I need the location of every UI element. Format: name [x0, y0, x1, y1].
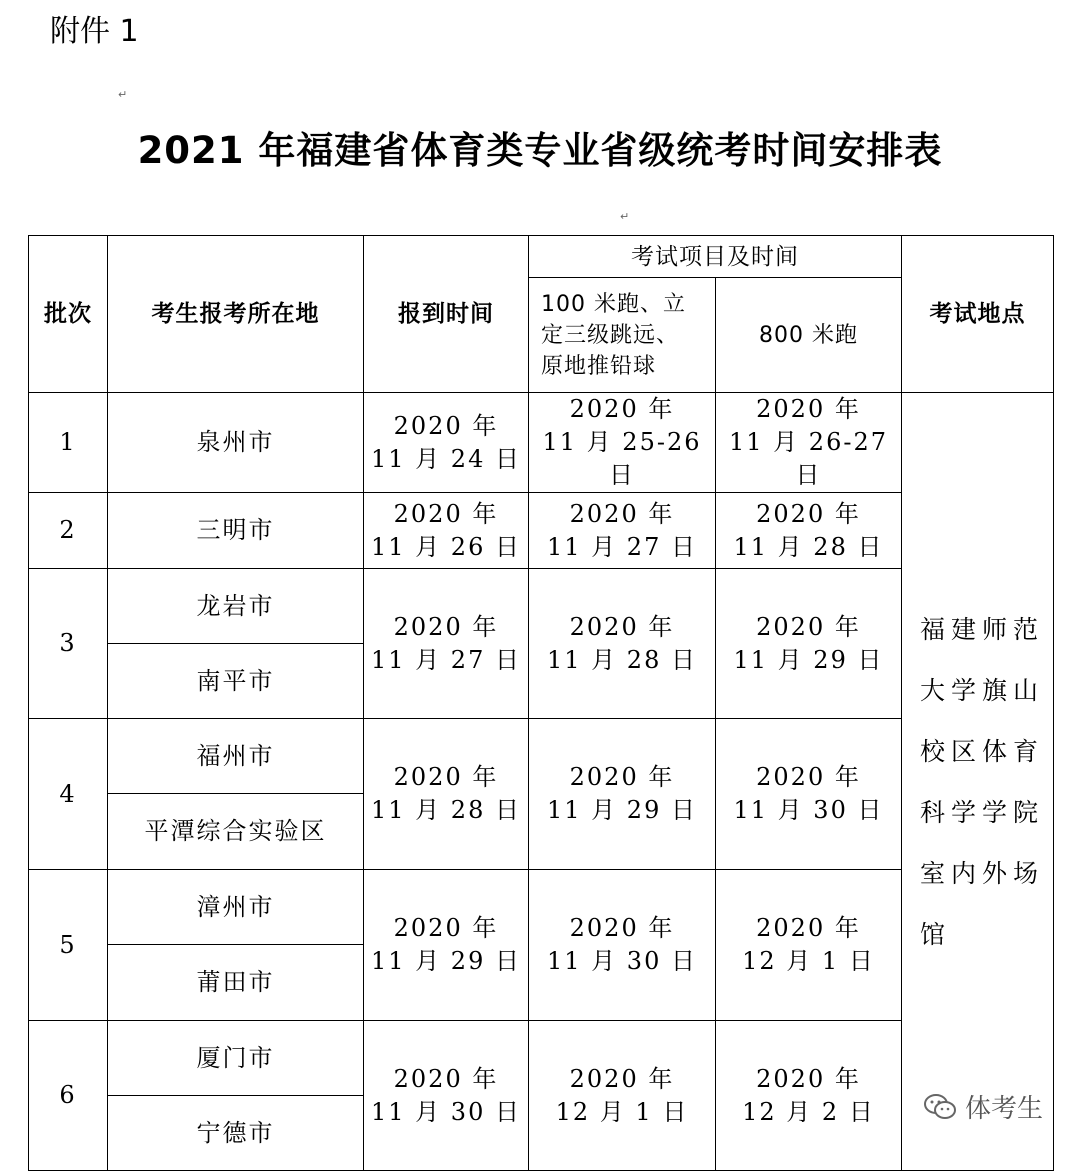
header-batch: 批次 — [29, 236, 108, 393]
event1-date-cell — [529, 719, 716, 870]
city-cell: 漳州市 — [108, 870, 364, 945]
date-year: 2020 年 — [569, 499, 675, 528]
page-title: 2021 年福建省体育类专业省级统考时间安排表 — [137, 129, 943, 172]
date-year: 2020 年 — [393, 1064, 499, 1093]
city-cell: 厦门市 — [108, 1021, 364, 1096]
checkin-cell — [364, 870, 529, 1021]
date-year: 2020 年 — [393, 411, 499, 440]
date-year: 2020 年 — [569, 763, 675, 791]
checkin-cell — [364, 393, 529, 493]
header-exam-group: 考试项目及时间 — [529, 236, 902, 278]
header-event1-line: 原地推铅球 — [541, 353, 657, 379]
date-year: 2020 年 — [393, 914, 499, 942]
city-cell: 平潭综合实验区 — [108, 794, 364, 870]
date-year: 2020 年 — [756, 914, 861, 942]
batch-cell: 6 — [29, 1021, 108, 1171]
header-event-800m: 800 米跑 — [716, 278, 902, 393]
watermark-text: 体考生 — [965, 1094, 1044, 1124]
batch-cell: 3 — [29, 569, 108, 719]
city-cell: 福州市 — [108, 719, 364, 794]
event1-date-cell — [529, 1021, 716, 1171]
checkin-cell — [364, 569, 529, 719]
date-day: 11 月 26-27 日 — [729, 428, 888, 489]
event2-date-cell — [716, 569, 902, 719]
city-cell: 南平市 — [108, 644, 364, 719]
paragraph-mark: ↵ — [118, 88, 128, 101]
date-day: 11 月 29 日 — [733, 645, 884, 674]
date-day: 12 月 1 日 — [742, 947, 875, 975]
watermark — [923, 1088, 1043, 1125]
city-cell: 宁德市 — [108, 1096, 364, 1171]
event2-date-cell — [716, 719, 902, 870]
batch-cell: 2 — [29, 493, 108, 569]
event1-date-cell — [529, 393, 716, 493]
date-day: 11 月 24 日 — [371, 444, 521, 473]
city-cell: 莆田市 — [108, 945, 364, 1021]
venue-line: 校区体育 — [920, 736, 1045, 766]
date-year: 2020 年 — [756, 763, 861, 791]
date-day: 11 月 29 日 — [371, 947, 521, 975]
venue-cell — [902, 393, 1054, 1171]
date-day: 11 月 28 日 — [371, 796, 521, 824]
event1-date-cell — [529, 870, 716, 1021]
paragraph-mark: ↵ — [620, 210, 630, 223]
date-year: 2020 年 — [756, 499, 861, 528]
date-day: 12 月 2 日 — [742, 1097, 875, 1126]
date-year: 2020 年 — [393, 763, 499, 791]
date-day: 11 月 28 日 — [547, 645, 697, 674]
event1-date-cell — [529, 493, 716, 569]
date-year: 2020 年 — [569, 914, 675, 942]
checkin-cell — [364, 1021, 529, 1171]
header-event-sprint-jump-shot — [529, 278, 716, 393]
attachment-label: 附件 1 — [50, 14, 139, 49]
checkin-cell — [364, 719, 529, 870]
venue-line: 室内外场 — [920, 858, 1045, 888]
date-day: 11 月 29 日 — [547, 796, 697, 824]
date-day: 11 月 27 日 — [547, 532, 697, 561]
header-location: 考生报考所在地 — [108, 236, 364, 393]
batch-cell: 5 — [29, 870, 108, 1021]
event1-date-cell — [529, 569, 716, 719]
header-venue: 考试地点 — [902, 236, 1054, 393]
date-year: 2020 年 — [569, 612, 675, 641]
event2-date-cell — [716, 393, 902, 493]
date-day: 12 月 1 日 — [555, 1097, 689, 1126]
date-day: 11 月 28 日 — [733, 532, 884, 561]
event2-date-cell — [716, 493, 902, 569]
batch-cell: 4 — [29, 719, 108, 870]
date-year: 2020 年 — [756, 395, 861, 423]
event2-date-cell — [716, 1021, 902, 1171]
header-checkin: 报到时间 — [364, 236, 529, 393]
date-year: 2020 年 — [393, 612, 499, 641]
date-year: 2020 年 — [569, 1064, 675, 1093]
schedule-table — [28, 235, 1054, 1171]
date-day: 11 月 30 日 — [547, 947, 697, 975]
batch-cell: 1 — [29, 393, 108, 493]
date-year: 2020 年 — [756, 1064, 861, 1093]
city-cell: 泉州市 — [108, 393, 364, 493]
venue-line: 科学学院 — [920, 797, 1045, 827]
date-day: 11 月 27 日 — [371, 645, 521, 674]
city-cell: 龙岩市 — [108, 569, 364, 644]
city-cell: 三明市 — [108, 493, 364, 569]
date-year: 2020 年 — [756, 612, 861, 641]
event2-date-cell — [716, 870, 902, 1021]
date-day: 11 月 30 日 — [733, 796, 884, 824]
date-day: 11 月 26 日 — [371, 532, 521, 561]
header-event1-line: 100 米跑、立 — [541, 291, 686, 317]
date-day: 11 月 30 日 — [371, 1097, 521, 1126]
venue-line: 福建师范 — [920, 614, 1045, 644]
date-year: 2020 年 — [569, 395, 675, 423]
header-event1-line: 定三级跳远、 — [541, 322, 680, 348]
venue-line: 大学旗山 — [920, 675, 1045, 705]
date-day: 11 月 25-26 日 — [542, 428, 702, 489]
checkin-cell — [364, 493, 529, 569]
wechat-icon — [923, 1093, 957, 1121]
venue-line: 馆 — [920, 919, 952, 949]
date-year: 2020 年 — [393, 499, 499, 528]
